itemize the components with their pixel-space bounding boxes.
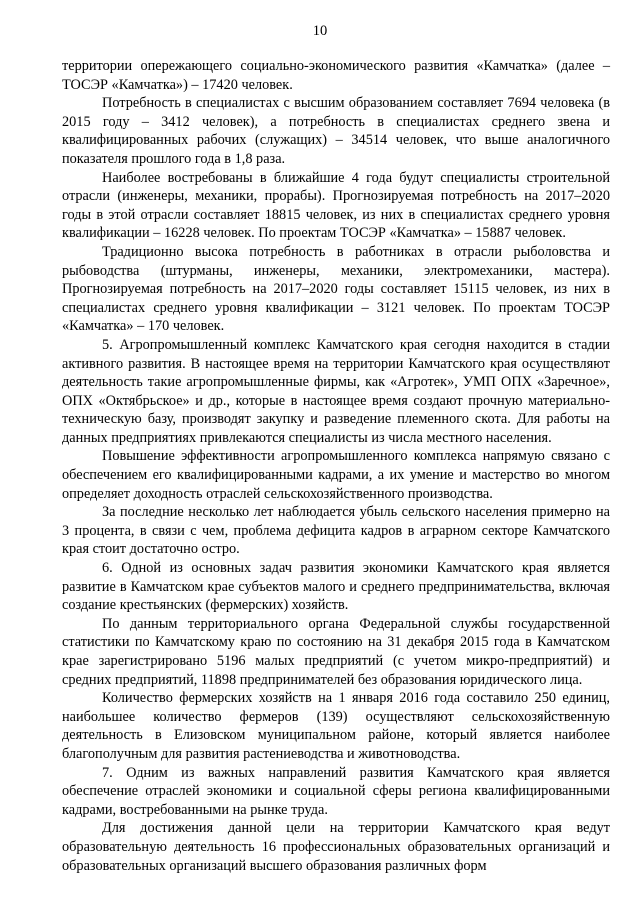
- paragraph-fishery-demand: Традиционно высока потребность в работниках в отрасли рыболовства и рыбоводства (штурманы, инженеры, механики, электромеханики, мастера). Прогнозируемая потребность на 2017–2020 годы составляет 15115 человек, из них в специалистах среднего уровня квалификации – 3121 человек. По проектам ТОСЭР «Камчатка» – 170 человек.: [62, 243, 610, 335]
- paragraph-agro-efficiency: Повышение эффективности агропромышленного комплекса напрямую связано с обеспечением его квалифицированными кадрами, а их умение и мастерство во многом определяет доходность отраслей сельскохозяйственного производства.: [62, 448, 610, 502]
- paragraph-small-business: 6. Одной из основных задач развития экономики Камчатского края является развитие в Камчатском крае субъектов малого и среднего предпринимательства, включая создание крестьянских (фермерских) хозяйств.: [62, 560, 610, 614]
- paragraph-construction-demand: Наиболее востребованы в ближайшие 4 года будут специалисты строительной отрасли (инженеры, механики, прорабы). Прогнозируемая потребность на 2017–2020 годы в этой отрасли составляет 18815 человек, из них в специалистах среднего уровня квалификации – 16228 человек. По проектам ТОСЭР «Камчатка» – 15887 человек.: [62, 169, 610, 242]
- paragraph-rural-decline: За последние несколько лет наблюдается убыль сельского населения примерно на 3 процента, в связи с чем, проблема дефицита кадров в аграрном секторе Камчатского края стоит достаточно остро.: [62, 504, 610, 558]
- paragraph-education-orgs: Для достижения данной цели на территории Камчатского края ведут образовательную деятельность 16 профессиональных образовательных организаций и образовательных организаций высшего образования различных форм: [62, 820, 610, 874]
- paragraph-statistics: По данным территориального органа Федеральной службы государственной статистики по Камчатскому краю по состоянию на 31 декабря 2015 года в Камчатском крае зарегистрировано 5196 малых предприятий (с учетом микро-предприятий) и средних предприятий, 11898 предпринимателей без образования юридического лица.: [62, 615, 610, 688]
- paragraph-farms: Количество фермерских хозяйств на 1 января 2016 года составило 250 единиц, наибольшее количество фермеров (139) осуществляют сельскохозяйственную деятельность в Елизовском муниципальном районе, который является наиболее благополучным для развития растениеводства и животноводства.: [62, 690, 610, 762]
- page-number: 10: [312, 23, 328, 39]
- paragraph-higher-education-demand: Потребность в специалистах с высшим образованием составляет 7694 человека (в 2015 году – 3412 человек), а потребность в специалистах среднего звена и квалифицированных рабочих (служащих) – 34514 человек, что выше аналогичного показателя прошлого года в 1,8 раза.: [62, 95, 610, 167]
- paragraph-qualified-staff: 7. Одним из важных направлений развития Камчатского края является обеспечение отраслей экономики и социальной сферы региона квалифицированными кадрами, востребованными на рынке труда.: [62, 764, 610, 818]
- document-body: [62, 57, 610, 875]
- paragraph-agro-complex: 5. Агропромышленный комплекс Камчатского края сегодня находится в стадии активного развития. В настоящее время на территории Камчатского края осуществляют деятельность такие агропромышленные фирмы, как «Агротек», УМП ОПХ «Заречное», ОПХ «Октябрьское» и др., которые в настоящее время создают прочную материально-техническую базу, производят закупку и разведение племенного скота. Для работы на данных предприятиях привлекаются специалисты из числа местного населения.: [62, 336, 610, 446]
- paragraph-tosep-total: территории опережающего социально-экономического развития «Камчатка» (далее – ТОСЭР «Камчатка») – 17420 человек.: [62, 58, 610, 93]
